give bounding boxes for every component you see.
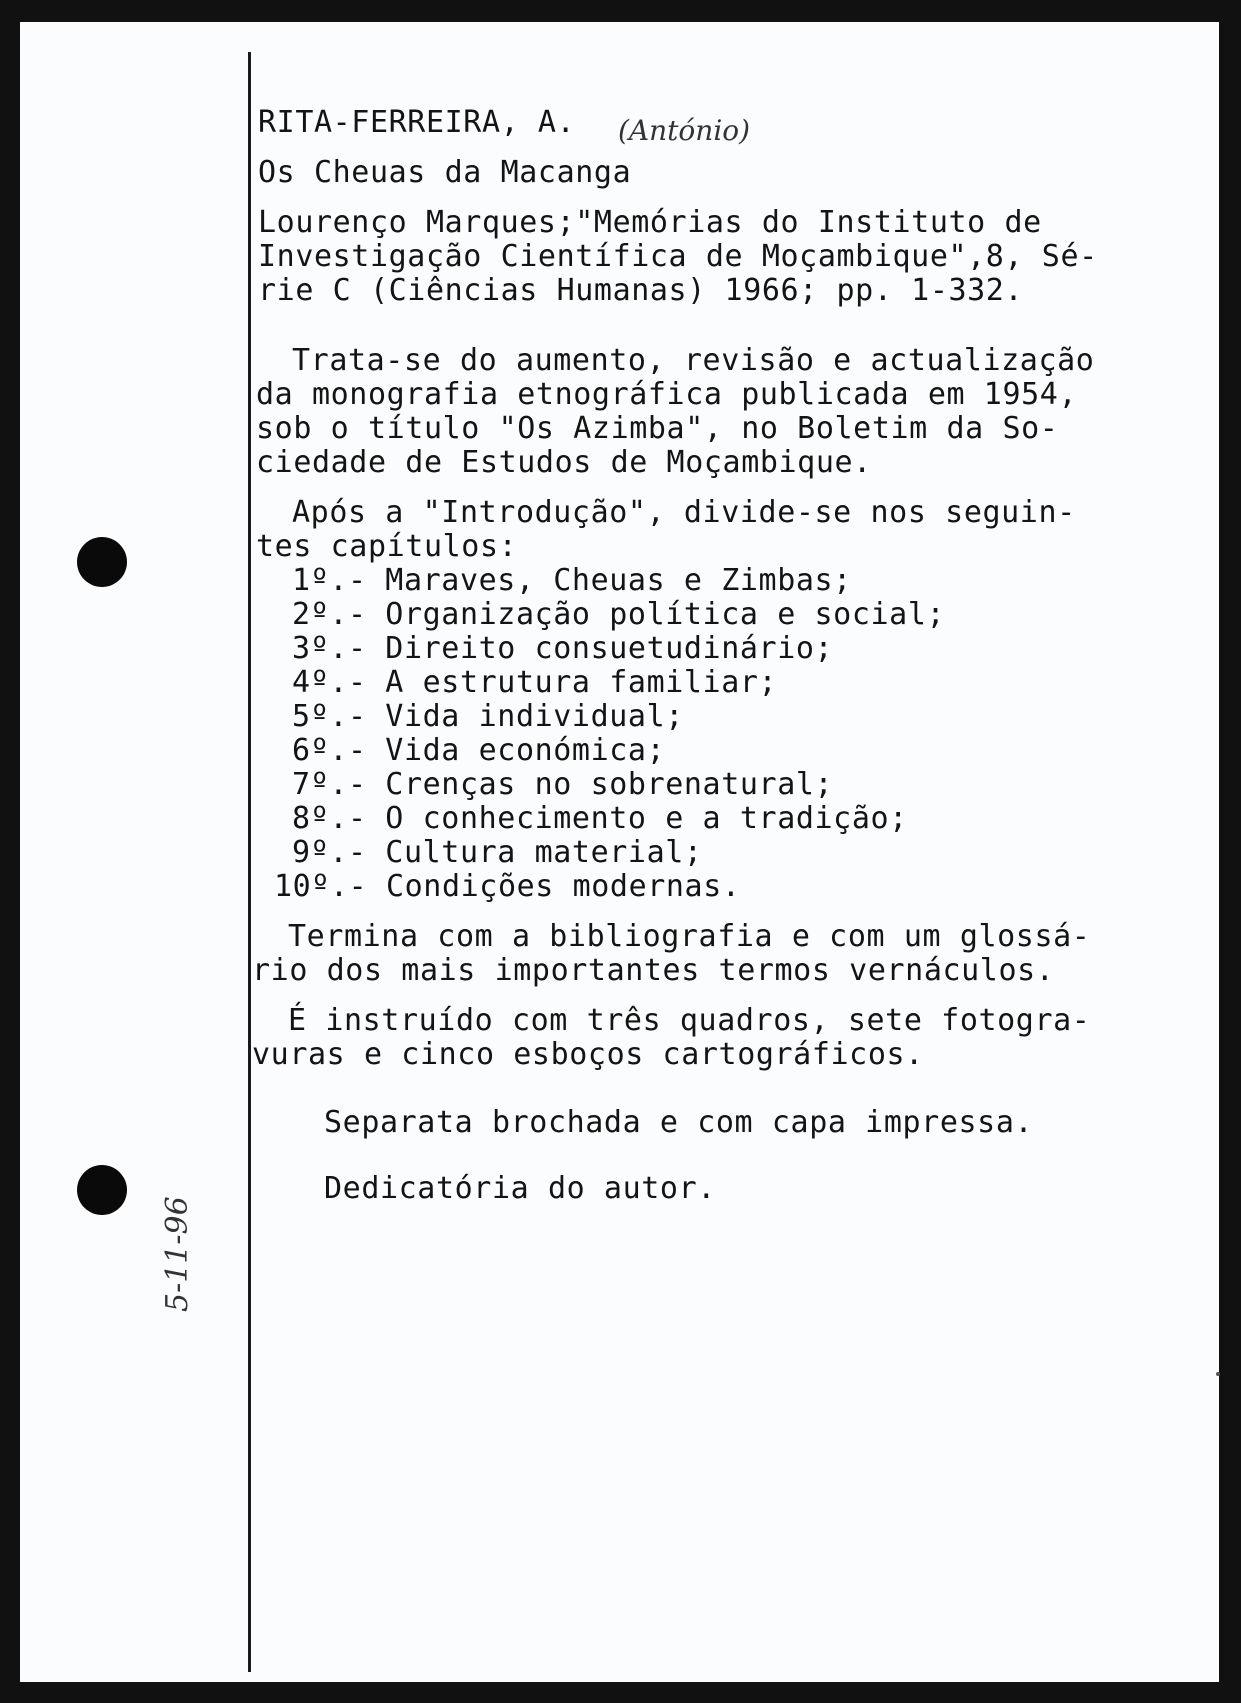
publication-line-3: rie C (Ciências Humanas) 1966; pp. 1-332.: [258, 273, 1024, 308]
chapter-item: 6º.- Vida económica;: [292, 733, 666, 768]
author-handwritten-note: (António): [618, 114, 751, 147]
paragraph1-line-3: sob o título "Os Azimba", no Boletim da So-: [256, 411, 1059, 446]
work-title: Os Cheuas da Macanga: [258, 155, 632, 190]
paragraph2-line-2: tes capítulos:: [256, 529, 518, 564]
catalog-card: [20, 22, 1219, 1682]
paragraph1-line-1: Trata-se do aumento, revisão e actualização: [292, 343, 1095, 378]
chapter-item: 2º.- Organização política e social;: [292, 597, 946, 632]
punch-hole-bottom: [77, 1165, 127, 1215]
punch-hole-top: [77, 537, 127, 587]
dedication-note: Dedicatória do autor.: [324, 1171, 716, 1206]
paper-speck: [1216, 1372, 1220, 1376]
paragraph1-line-2: da monografia etnográfica publicada em 1954,: [256, 377, 1078, 412]
paragraph4-line-2: vuras e cinco esboços cartográficos.: [252, 1037, 924, 1072]
paragraph3-line-2: rio dos mais importantes termos vernáculos.: [252, 953, 1055, 988]
author-name: RITA-FERREIRA, A.: [258, 105, 576, 140]
chapter-item: 8º.- O conhecimento e a tradição;: [292, 801, 908, 836]
chapter-item: 10º.- Condições modernas.: [274, 869, 741, 904]
publication-line-2: Investigação Científica de Moçambique",8, Sé-: [258, 239, 1098, 274]
margin-handwritten-note: 5-11-96: [160, 1196, 195, 1312]
paragraph4-line-1: É instruído com três quadros, sete fotogra-: [288, 1003, 1091, 1038]
margin-rule: [248, 52, 251, 1672]
chapter-item: 5º.- Vida individual;: [292, 699, 684, 734]
chapter-item: 4º.- A estrutura familiar;: [292, 665, 778, 700]
paragraph2-line-1: Após a "Introdução", divide-se nos seguin-: [292, 495, 1076, 530]
paragraph1-line-4: ciedade de Estudos de Moçambique.: [256, 445, 872, 480]
chapter-item: 1º.- Maraves, Cheuas e Zimbas;: [292, 563, 852, 598]
binding-note: Separata brochada e com capa impressa.: [324, 1105, 1034, 1140]
chapter-item: 7º.- Crenças no sobrenatural;: [292, 767, 834, 802]
publication-line-1: Lourenço Marques;"Memórias do Instituto de: [258, 205, 1042, 240]
chapter-item: 9º.- Cultura material;: [292, 835, 703, 870]
chapter-item: 3º.- Direito consuetudinário;: [292, 631, 834, 666]
paragraph3-line-1: Termina com a bibliografia e com um glossá-: [288, 919, 1091, 954]
